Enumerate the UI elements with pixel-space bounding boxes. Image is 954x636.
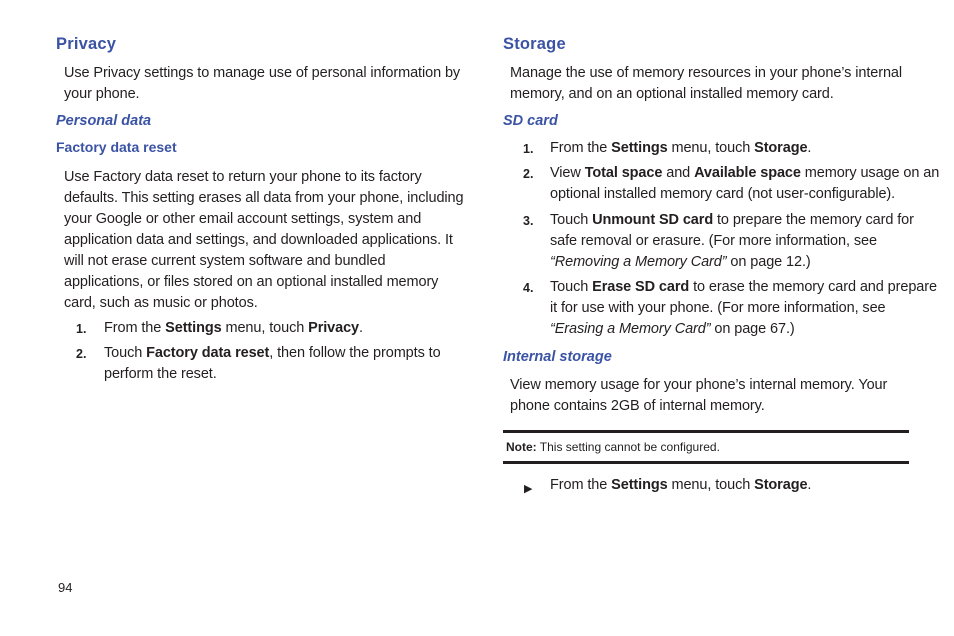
privacy-intro: Use Privacy settings to manage use of personal information by your phone. [64, 65, 461, 102]
step-number: 2. [76, 347, 87, 361]
note: Note: This setting cannot be configured. [506, 440, 720, 454]
step-text: Touch Unmount SD card to prepare the memory card for [550, 212, 914, 228]
bullet-arrow-icon: ▶ [524, 483, 533, 495]
step-text-continued: “Removing a Memory Card” on page 12.) [550, 254, 811, 270]
step-number: 3. [523, 214, 534, 228]
step-number: 2. [523, 167, 534, 181]
step-text: From the Settings menu, touch Privacy. [104, 320, 363, 336]
personal-data-heading: Personal data [56, 113, 152, 129]
factory-reset-heading: Factory data reset [56, 139, 177, 155]
note-label: Note: [506, 440, 537, 454]
internal-storage-paragraph: View memory usage for your phone’s internal memory. Your phone contains 2GB of internal memory. [510, 377, 888, 414]
step-text-continued: optional installed memory card (not user-configurable). [550, 186, 896, 202]
step-number: 1. [76, 322, 87, 336]
settings-menu-ref: Settings [611, 477, 668, 493]
step-text: View Total space and Available space memory usage on an [550, 165, 940, 181]
cross-reference-link: “Removing a Memory Card” [550, 254, 727, 270]
total-space-ref: Total space [584, 165, 663, 181]
erase-sd-card-ref: Erase SD card [592, 279, 690, 295]
cross-reference-link: “Erasing a Memory Card” [550, 321, 711, 337]
unmount-sd-card-ref: Unmount SD card [592, 212, 714, 228]
available-space-ref: Available space [694, 165, 801, 181]
step-number: 4. [523, 281, 534, 295]
storage-heading: Storage [503, 35, 566, 53]
page-number: 94 [58, 580, 73, 595]
settings-menu-ref: Settings [165, 320, 222, 336]
storage-ref: Storage [754, 477, 808, 493]
step-text-continued: perform the reset. [104, 366, 217, 382]
note-bottom-rule [503, 461, 909, 464]
step-text-continued: it for use with your phone. (For more information, see [550, 300, 886, 316]
privacy-heading: Privacy [56, 35, 117, 53]
settings-menu-ref: Settings [611, 140, 668, 156]
factory-data-reset-ref: Factory data reset [146, 345, 270, 361]
factory-reset-paragraph: Use Factory data reset to return your phone to its factory defaults. This setting erases all data from your phone, including your Google or other email account settings, system and application data and settings, and downloaded applications. It will not erase current system software and bundled applications, or files stored on an optional installed memory card, such as music or photos. [64, 169, 464, 311]
step-text: From the Settings menu, touch Storage. [550, 140, 812, 156]
step-text-continued: “Erasing a Memory Card” on page 67.) [550, 321, 795, 337]
storage-ref: Storage [754, 140, 808, 156]
step-text: Touch Factory data reset, then follow the prompts to [104, 345, 441, 361]
privacy-ref: Privacy [308, 320, 360, 336]
internal-storage-heading: Internal storage [503, 349, 612, 365]
step-text-continued: safe removal or erasure. (For more information, see [550, 233, 877, 249]
step-text: Touch Erase SD card to erase the memory card and prepare [550, 279, 937, 295]
sd-card-heading: SD card [503, 113, 558, 129]
step-number: 1. [523, 142, 534, 156]
bullet-text: From the Settings menu, touch Storage. [550, 477, 812, 493]
storage-intro: Manage the use of memory resources in your phone’s internal memory, and on an optional installed memory card. [510, 65, 902, 102]
note-top-rule [503, 430, 909, 433]
